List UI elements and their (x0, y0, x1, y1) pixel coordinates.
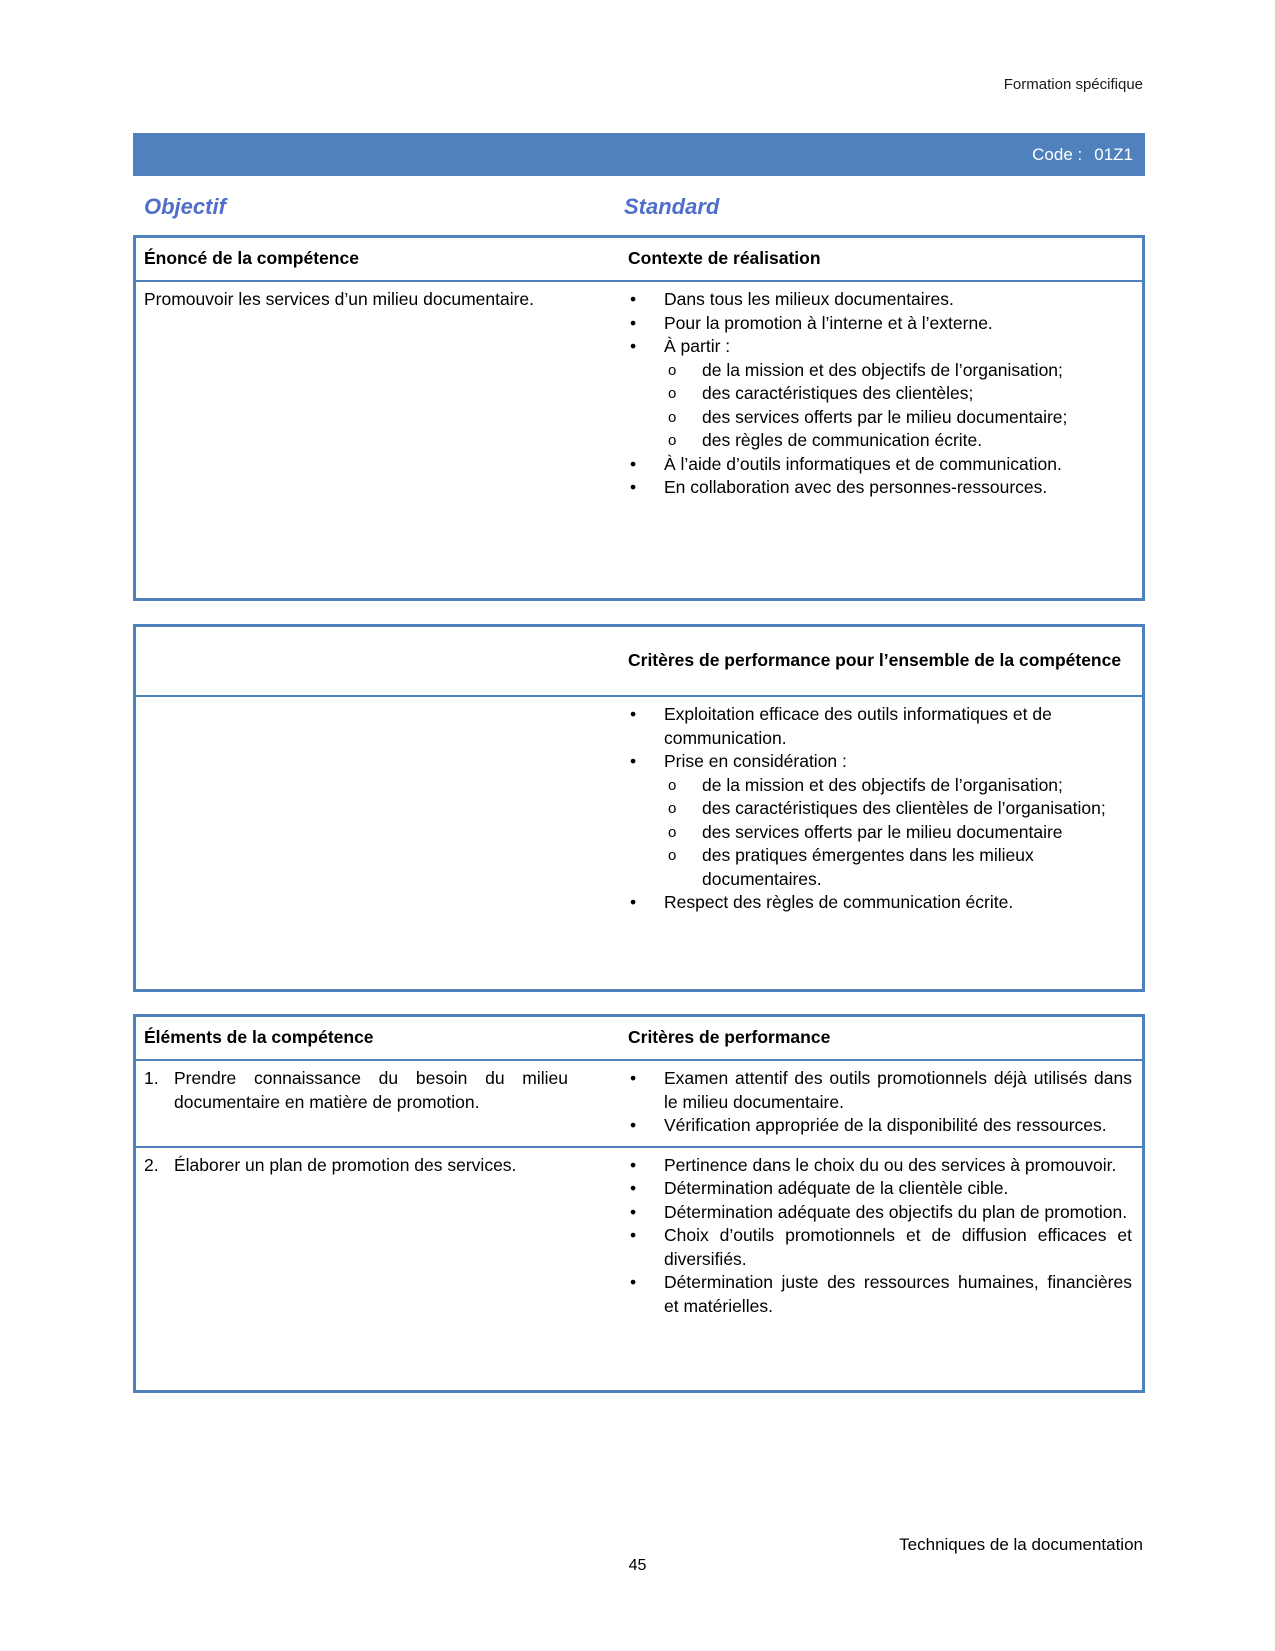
overall-criterion-subitem: o de la mission et des objectifs de l’organisation; (664, 774, 1132, 798)
page-number: 45 (628, 1557, 647, 1574)
elements-table-header (136, 1017, 1142, 1061)
code-value: 01Z1 (1094, 144, 1133, 164)
overall-criteria-row (136, 697, 1142, 915)
criteria-cell (628, 1067, 1142, 1138)
criteria-list (628, 1154, 1132, 1319)
context-subitem: o de la mission et des objectifs de l’organisation; (664, 359, 1132, 383)
element-cell (136, 1154, 628, 1319)
code-bar (133, 133, 1145, 176)
criterion-item: • Examen attentif des outils promotionnels déjà utilisés dans le milieu documentaire. (628, 1067, 1132, 1114)
overall-criterion-item-text: Respect des règles de communication écrite. (664, 892, 1014, 912)
criteria-list (628, 1067, 1132, 1138)
context-item-text: À partir : (664, 336, 731, 356)
overall-criterion-subitem: o des services offerts par le milieu documentaire (664, 821, 1132, 845)
overall-criteria-table (133, 624, 1145, 992)
context-item (628, 288, 1132, 312)
criteria-header: Critères de performance (628, 1027, 831, 1048)
competence-table (133, 235, 1145, 601)
overall-criterion-item (628, 891, 1132, 915)
element-number: 2. (144, 1154, 159, 1175)
overall-criteria-header: Critères de performance pour l’ensemble de la compétence (628, 650, 1122, 671)
element-row (136, 1061, 1142, 1146)
objectif-heading: Objectif (144, 194, 226, 219)
elements-header: Éléments de la compétence (144, 1027, 374, 1048)
overall-criteria-list-container (628, 703, 1142, 915)
criterion-item: • Vérification appropriée de la disponibilité des ressources. (628, 1114, 1132, 1138)
element-row (136, 1146, 1142, 1327)
context-sublist (664, 359, 1132, 453)
program-title: Techniques de la documentation (899, 1535, 1143, 1554)
context-list-container (628, 288, 1142, 500)
context-subitem: o des services offerts par le milieu documentaire; (664, 406, 1132, 430)
criterion-item: • Détermination juste des ressources humaines, financières et matérielles. (628, 1271, 1132, 1318)
overall-criterion-sublist (664, 774, 1132, 892)
overall-criteria-left-empty (136, 703, 628, 915)
context-subitem: o des règles de communication écrite. (664, 429, 1132, 453)
overall-criteria-header-row (136, 627, 1142, 697)
elements-rows (136, 1061, 1142, 1326)
code-label: Code : (1032, 144, 1083, 164)
context-item-text: Dans tous les milieux documentaires. (664, 289, 954, 309)
context-header: Contexte de réalisation (628, 248, 821, 269)
statement-header: Énoncé de la compétence (144, 248, 359, 269)
criterion-item: • Détermination adéquate des objectifs du plan de promotion. (628, 1201, 1132, 1225)
competence-table-header (136, 238, 1142, 282)
context-item-text: En collaboration avec des personnes-ressources. (664, 477, 1048, 497)
element-item (144, 1067, 628, 1114)
standard-heading: Standard (624, 194, 720, 219)
element-cell (136, 1067, 628, 1138)
context-list (628, 288, 1132, 500)
overall-criterion-item (628, 750, 1132, 891)
running-title: Formation spécifique (1003, 76, 1143, 93)
overall-criterion-item-text: Prise en considération : (664, 751, 847, 771)
context-item (628, 453, 1132, 477)
competence-row (136, 282, 1142, 500)
element-item (144, 1154, 628, 1178)
context-subitem: o des caractéristiques des clientèles; (664, 382, 1132, 406)
criteria-cell (628, 1154, 1142, 1319)
criterion-item: • Choix d’outils promotionnels et de diffusion efficaces et diversifiés. (628, 1224, 1132, 1271)
overall-criteria-list (628, 703, 1132, 915)
overall-criterion-subitem: o des pratiques émergentes dans les milieux documentaires. (664, 844, 1132, 891)
element-text: Prendre connaissance du besoin du milieu documentaire en matière de promotion. (174, 1068, 568, 1112)
context-item (628, 312, 1132, 336)
element-text: Élaborer un plan de promotion des services. (174, 1154, 517, 1175)
overall-criterion-item-text: Exploitation efficace des outils informatiques et de communication. (664, 704, 1052, 748)
overall-criterion-item (628, 703, 1132, 750)
context-item-text: À l’aide d’outils informatiques et de communication. (664, 453, 1062, 474)
context-item (628, 335, 1132, 453)
context-item-text: Pour la promotion à l’interne et à l’externe. (664, 312, 993, 333)
element-number: 1. (144, 1068, 159, 1088)
elements-table (133, 1014, 1145, 1393)
criterion-item: • Détermination adéquate de la clientèle cible. (628, 1177, 1132, 1201)
competence-statement: Promouvoir les services d’un milieu documentaire. (144, 289, 535, 309)
overall-criterion-subitem: o des caractéristiques des clientèles de l’organisation; (664, 797, 1132, 821)
criterion-item: • Pertinence dans le choix du ou des services à promouvoir. (628, 1154, 1132, 1178)
context-item (628, 476, 1132, 500)
